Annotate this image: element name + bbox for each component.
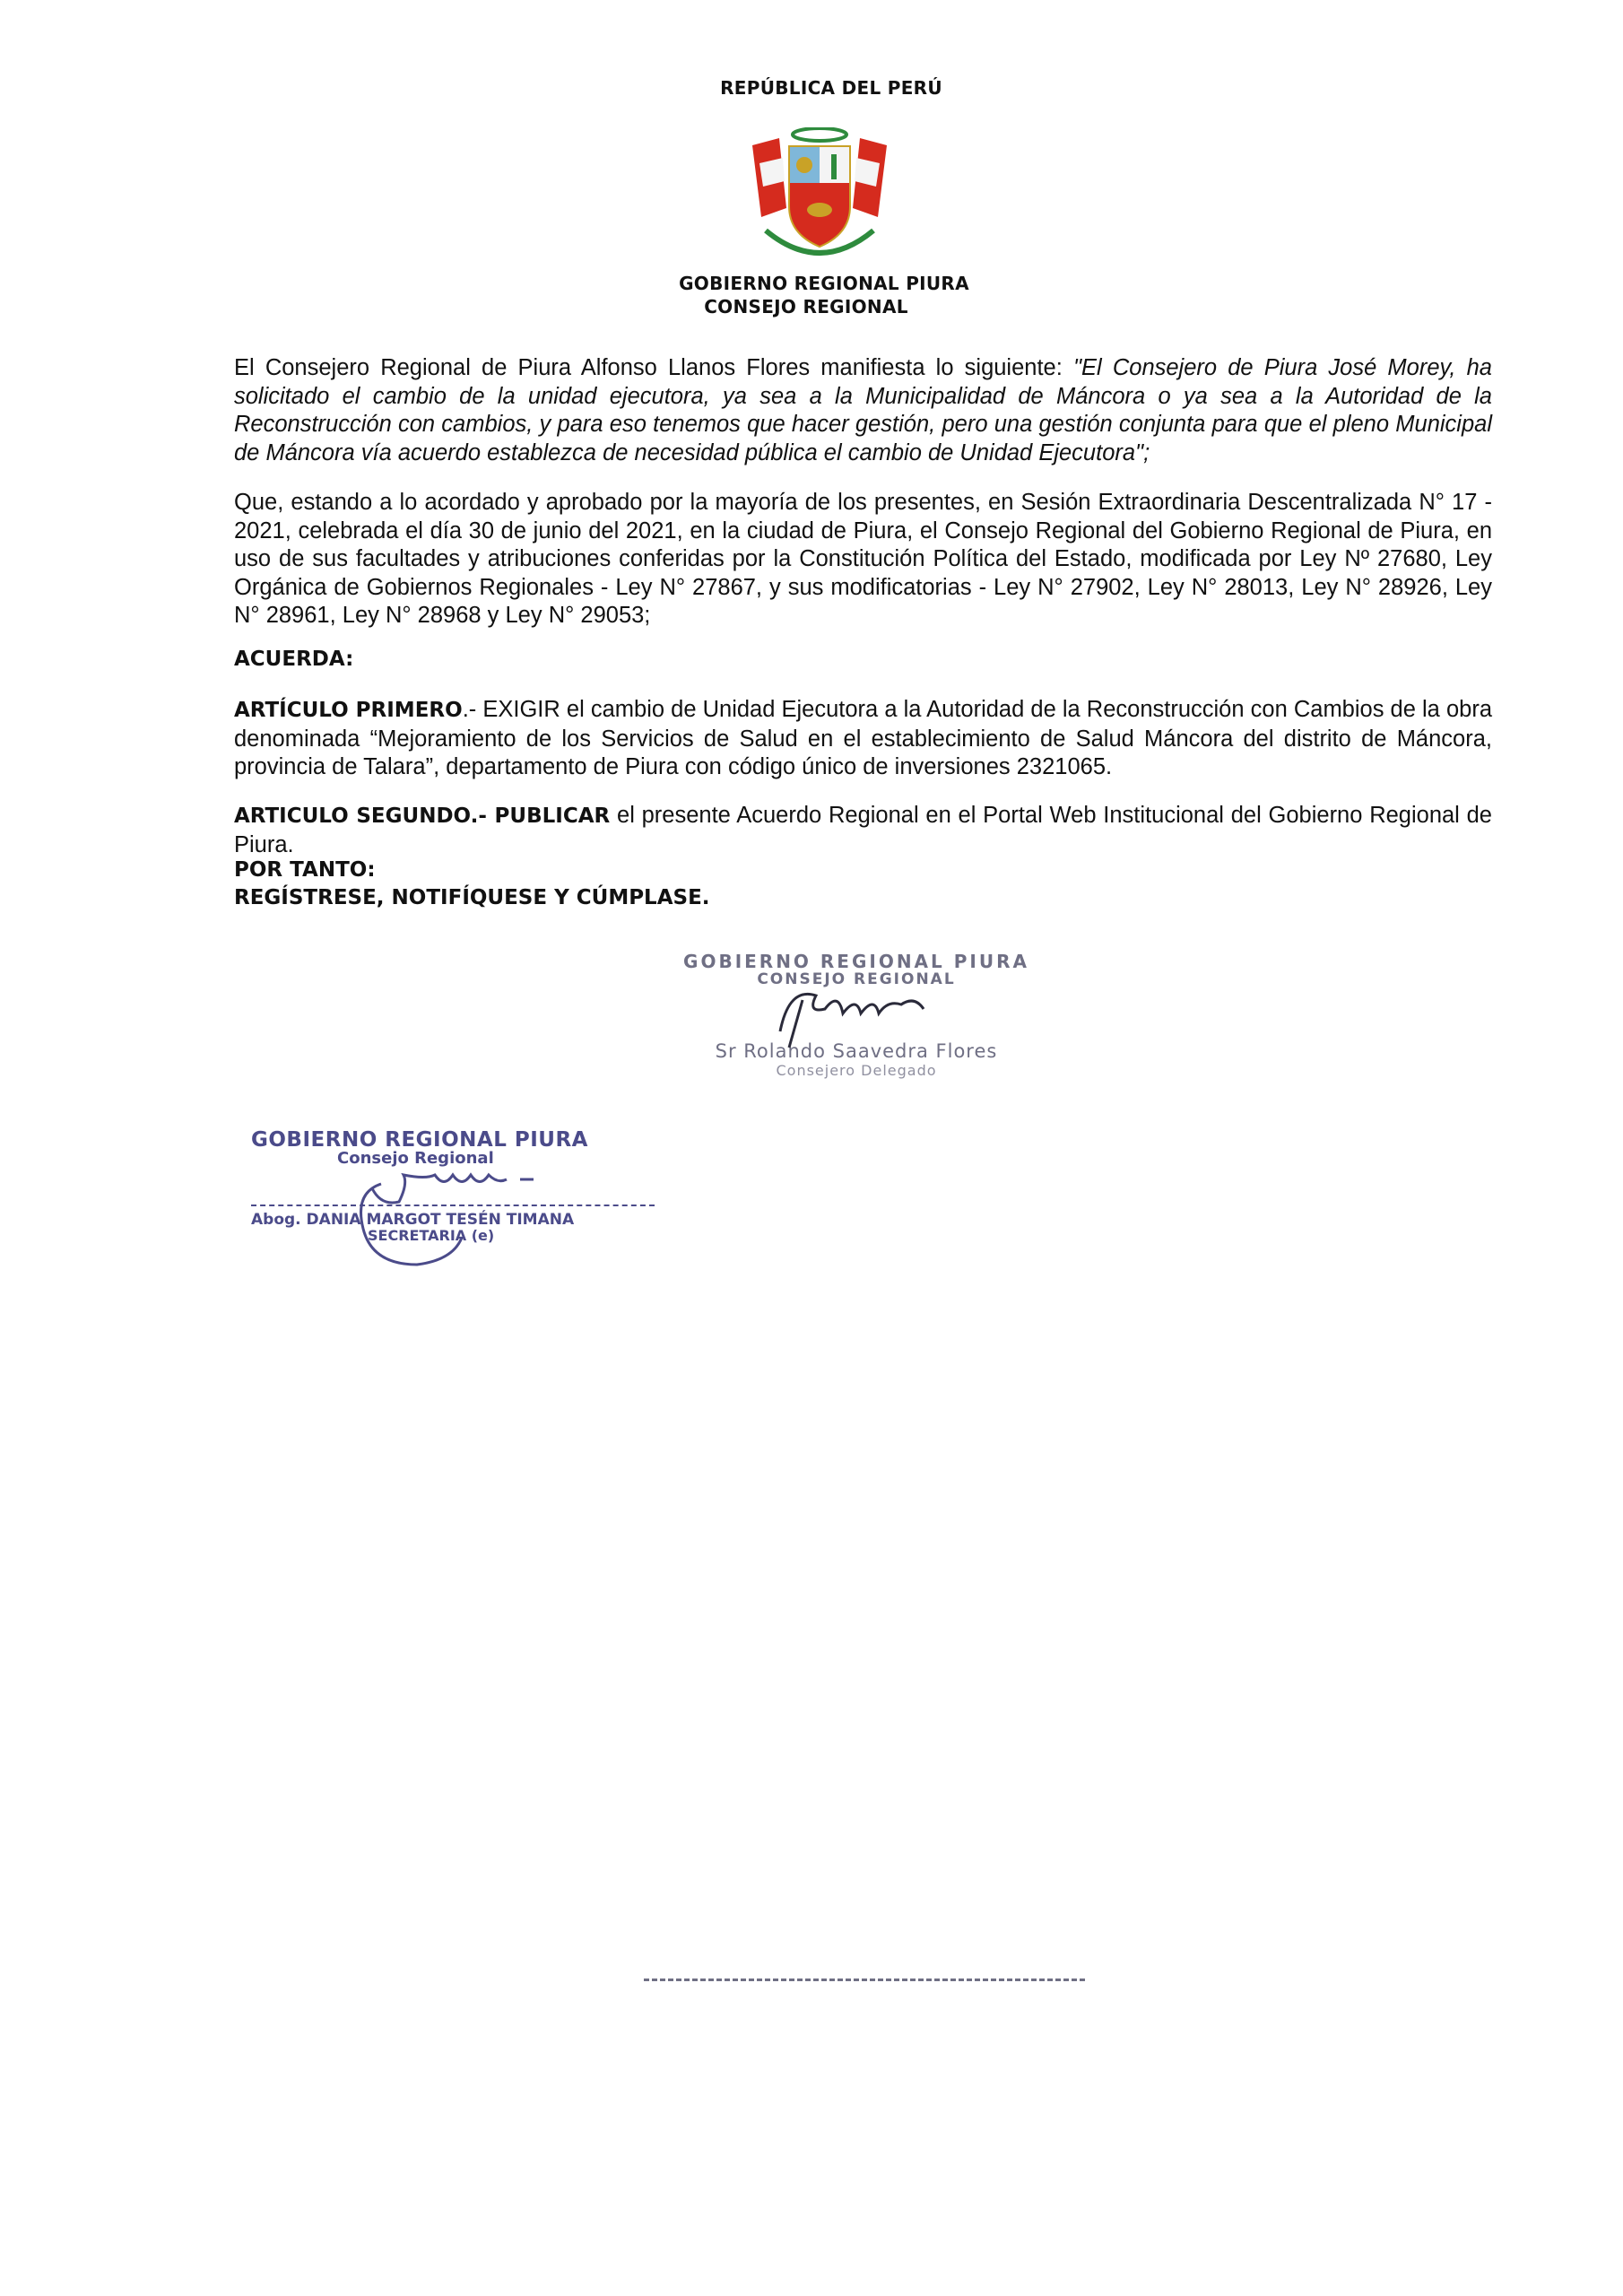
secretary-name: Abog. DANIA MARGOT TESÉN TIMANA xyxy=(251,1211,575,1229)
secretary-stamp-org: GOBIERNO REGIONAL PIURA xyxy=(251,1128,588,1152)
article-second-text: el presente Acuerdo Regional en el Portal Web Institucional del Gobierno Regional de Piura. xyxy=(234,803,1492,857)
statement-quote: "El Consejero de Piura José Morey, ha solicitado el cambio de la unidad ejecutora, ya sea a la Municipalidad de Máncora o ya sea a la Autoridad de la Reconstrucción con cambios, y para eso tenemos que hacer gestión, pero una gestión conjunta para que el pleno Municipal de Máncora vía acuerdo establezca de necesidad pública el cambio de Unidad Ejecutora"; xyxy=(234,355,1492,465)
delegate-role: Consejero Delegado xyxy=(776,1062,937,1079)
por-tanto: POR TANTO: xyxy=(234,858,376,882)
delegate-stamp-org: GOBIERNO REGIONAL PIURA xyxy=(683,951,1029,972)
secretary-stamp-sub: Consejo Regional xyxy=(337,1149,494,1168)
article-second-label: ARTICULO SEGUNDO.- PUBLICAR xyxy=(234,804,611,828)
closing-formula: REGÍSTRESE, NOTIFÍQUESE Y CÚMPLASE. xyxy=(234,886,710,909)
acuerda-heading: ACUERDA: xyxy=(234,648,354,671)
republic-heading: REPÚBLICA DEL PERÚ xyxy=(720,77,942,99)
peru-coat-of-arms-icon xyxy=(743,127,896,269)
article-first-label: ARTÍCULO PRIMERO xyxy=(234,699,463,722)
considering-text: Que, estando a lo acordado y aprobado por la mayoría de los presentes, en Sesión Extraordinaria Descentralizada N° 17 - 2021, celebrada el día 30 de junio del 2021, en la ciudad de Piura, el Consejo Regional del Gobierno Regional de Piura, en uso de sus facultades y atribuciones conferidas por la Constitución Política del Estado, modificada por Ley Nº 27680, Ley Orgánica de Gobiernos Regionales - Ley N° 27867, y sus modificatorias - Ley N° 27902, Ley N° 28013, Ley N° 28926, Ley N° 28961, Ley N° 28968 y Ley N° 29053; xyxy=(234,490,1492,628)
secretary-role: SECRETARIA (e) xyxy=(368,1227,495,1244)
article-first xyxy=(234,696,1492,782)
paragraph-statement xyxy=(234,354,1492,467)
delegate-signature-line xyxy=(644,1979,1085,1981)
article-second xyxy=(234,802,1492,859)
delegate-stamp-sub: CONSEJO REGIONAL xyxy=(757,970,956,988)
delegate-signature-icon xyxy=(753,978,950,1049)
government-heading: GOBIERNO REGIONAL PIURA xyxy=(679,273,969,294)
paragraph-considering xyxy=(234,489,1492,631)
closing-block xyxy=(234,857,1492,912)
statement-intro: El Consejero Regional de Piura Alfonso Llanos Flores manifiesta lo siguiente: xyxy=(234,355,1073,380)
delegate-name: Sr Rolando Saavedra Flores xyxy=(715,1040,998,1062)
council-heading: CONSEJO REGIONAL xyxy=(704,296,908,317)
article-first-text: .- EXIGIR el cambio de Unidad Ejecutora a la Autoridad de la Reconstrucción con Cambios de la obra denominada “Mejoramiento de los Servicios de Salud en el establecimiento de Salud Máncora del distrito de Máncora, provincia de Talara”, departamento de Piura con código único de inversiones 2321065. xyxy=(234,697,1493,779)
secretary-signature-icon xyxy=(318,1139,587,1274)
